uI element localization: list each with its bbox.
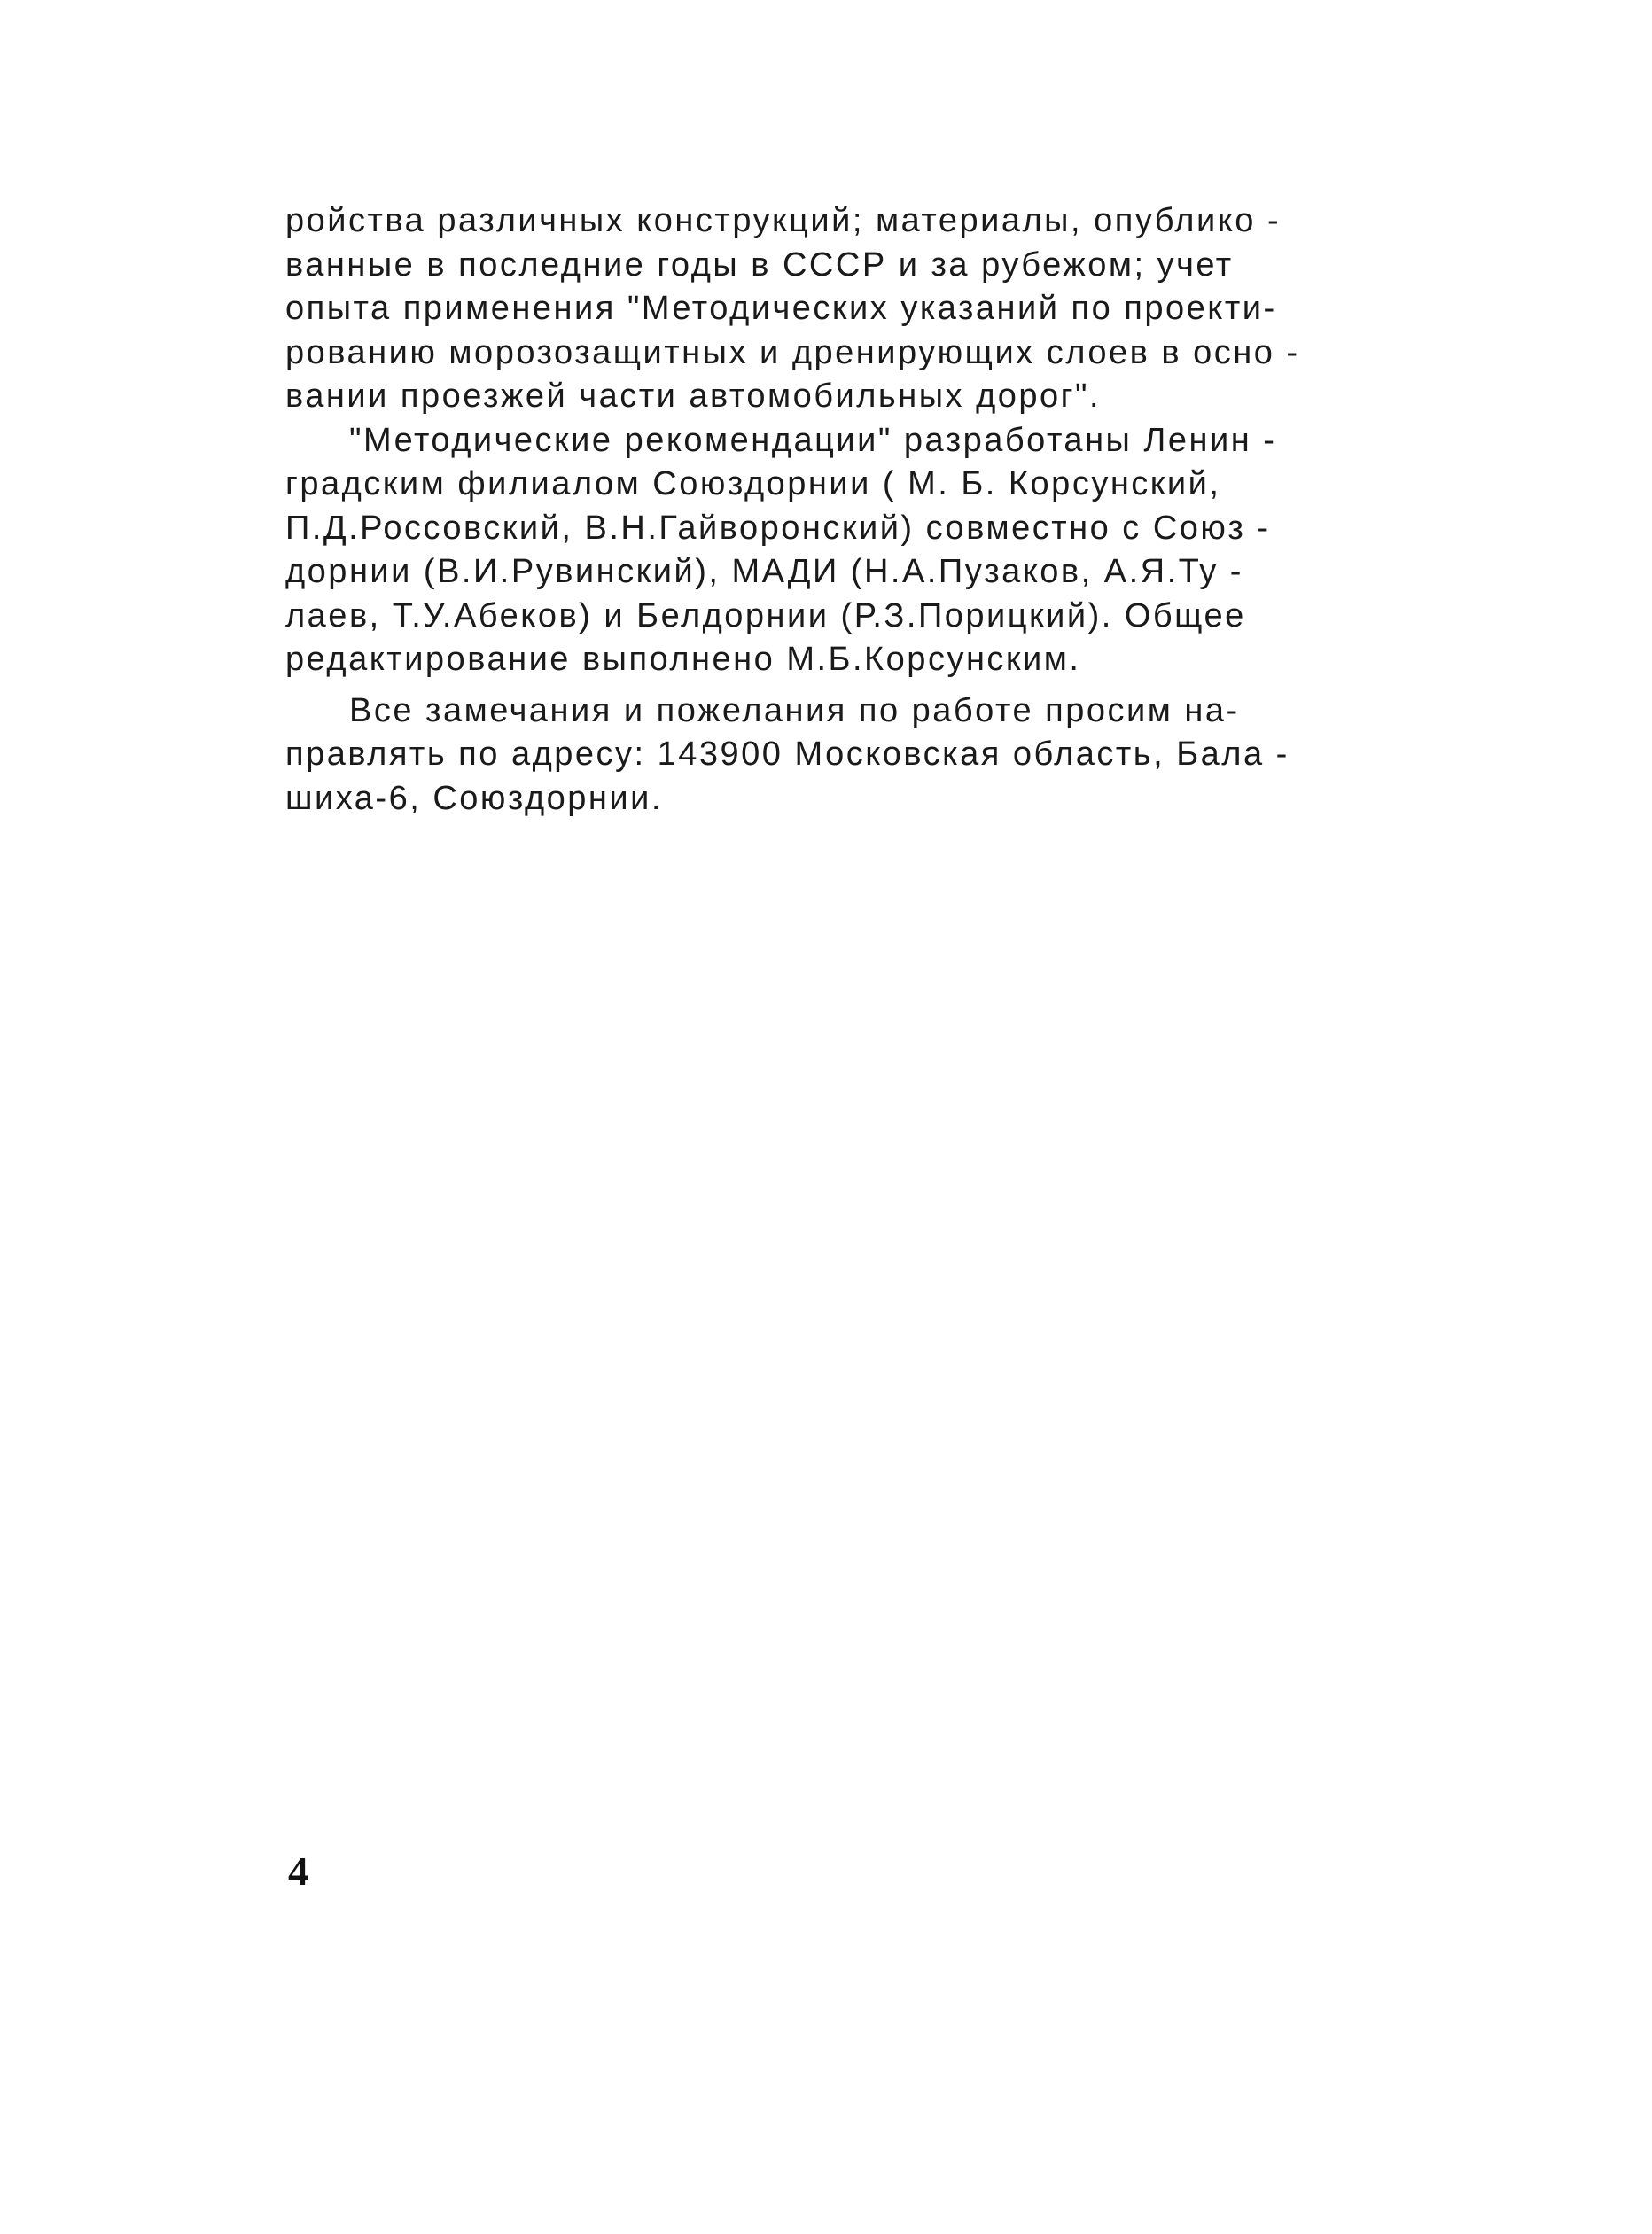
text-line: ванные в последние годы в СССР и за рубежом; учет bbox=[285, 245, 1234, 284]
text-line: лаев, Т.У.Абеков) и Белдорнии (Р.З.Порицкий). Общее bbox=[285, 596, 1246, 634]
paragraph-continuation bbox=[285, 199, 1460, 419]
text-line: рованию морозозащитных и дренирующих слоев в осно - bbox=[285, 333, 1300, 371]
text-line: Все замечания и пожелания по работе просим на- bbox=[349, 691, 1240, 729]
text-line: правлять по адресу: 143900 Московская область, Бала - bbox=[285, 736, 1290, 773]
text-line: дорнии (В.И.Рувинский), МАДИ (Н.А.Пузаков, А.Я.Ту - bbox=[285, 553, 1243, 590]
text-line: "Методические рекомендации" разработаны Ленин - bbox=[349, 421, 1277, 459]
paragraph-contact-address bbox=[285, 689, 1460, 821]
paragraph-authors bbox=[285, 419, 1460, 682]
body-text bbox=[285, 199, 1460, 821]
text-line: вании проезжей части автомобильных дорог". bbox=[285, 378, 1102, 415]
text-line: редактирование выполнено М.Б.Корсунским. bbox=[285, 641, 1081, 678]
page-number: 4 bbox=[288, 1849, 308, 1894]
text-line: шиха-6, Союздорнии. bbox=[285, 779, 663, 817]
text-line: ройства различных конструкций; материалы, опублико - bbox=[285, 202, 1282, 239]
text-line: П.Д.Россовский, В.Н.Гайворонский) совместно с Союз - bbox=[285, 509, 1271, 547]
text-line: опыта применения "Методических указаний по проекти- bbox=[285, 290, 1277, 327]
text-line: градским филиалом Союздорнии ( М. Б. Корсунский, bbox=[285, 465, 1221, 502]
